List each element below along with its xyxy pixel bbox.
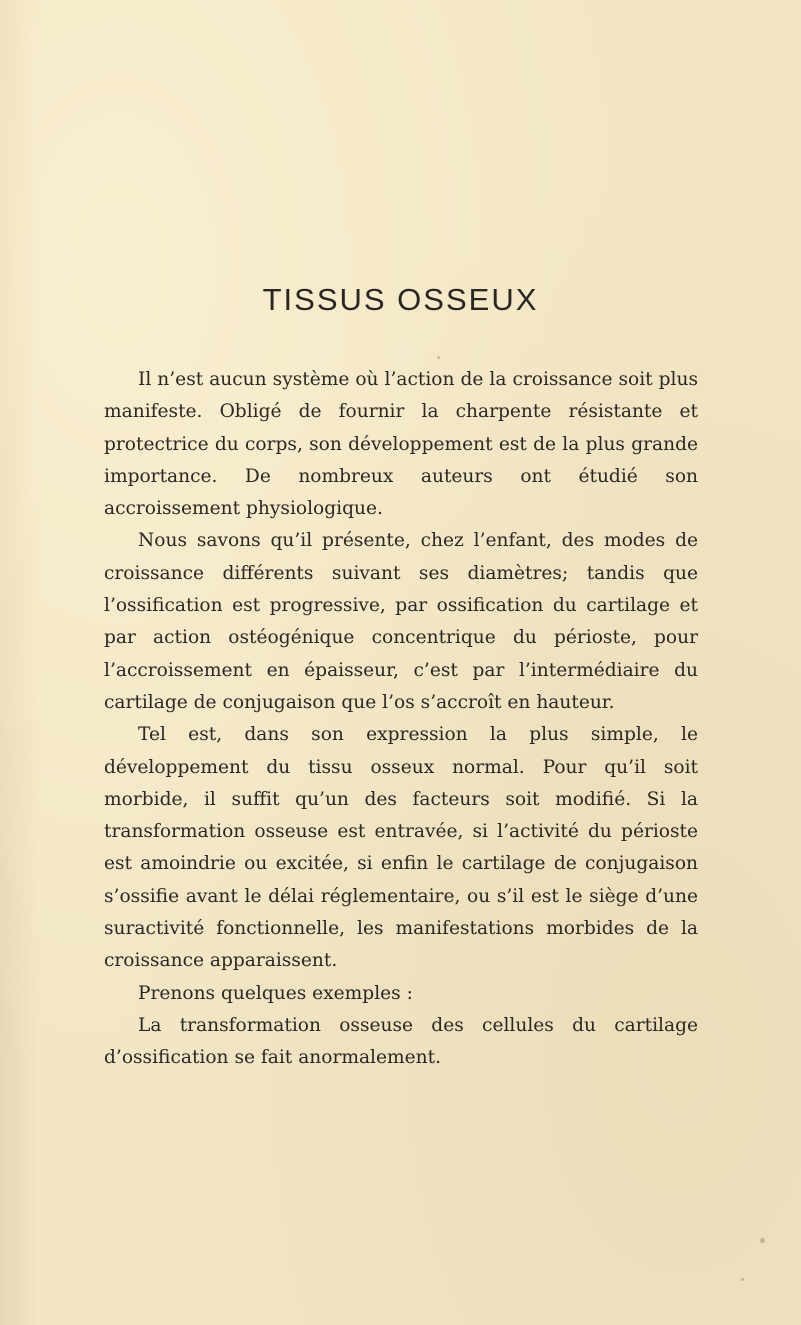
- paragraph: Prenons quelques exemples :: [138, 982, 413, 1004]
- paragraph: Il n’est aucun système où l’action de la croissance soit plus manifeste. Obligé de fournir la charpente résistante et protectrice du corps, son développement est de la plus grande importance. De nombreux auteurs ont étudié son accroissement physiologique.: [104, 369, 698, 520]
- body-text: [104, 364, 698, 1075]
- paragraph: Tel est, dans son expression la plus simple, le développement du tissu osseux normal. Pour qu’il soit morbide, il suffit qu’un des facteurs soit modifié. Si la transformation osseuse est entravée, si l’activité du périoste est amoindrie ou excitée, si enfin le cartilage de conjugaison s’ossifie avant le délai réglementaire, ou s’il est le siège d’une suractivité fonctionnelle, les manifestations morbides de la croissance apparaissent.: [104, 724, 698, 972]
- page-title: TISSUS OSSEUX: [262, 282, 539, 317]
- paper-speck: [741, 1278, 744, 1281]
- paragraph: La transformation osseuse des cellules du cartilage d’ossification se fait anormalement.: [104, 1014, 698, 1069]
- paper-speck: [437, 356, 440, 359]
- paper-speck: [760, 1238, 765, 1243]
- paragraph: Nous savons qu’il présente, chez l’enfant, des modes de croissance différents suivant ses diamètres; tandis que l’ossification est progressive, par ossification du cartilage et par action ostéogénique concentrique du périoste, pour l’accroissement en épaisseur, c’est par l’intermédiaire du cartilage de conjugaison que l’os s’accroît en hauteur.: [104, 530, 698, 713]
